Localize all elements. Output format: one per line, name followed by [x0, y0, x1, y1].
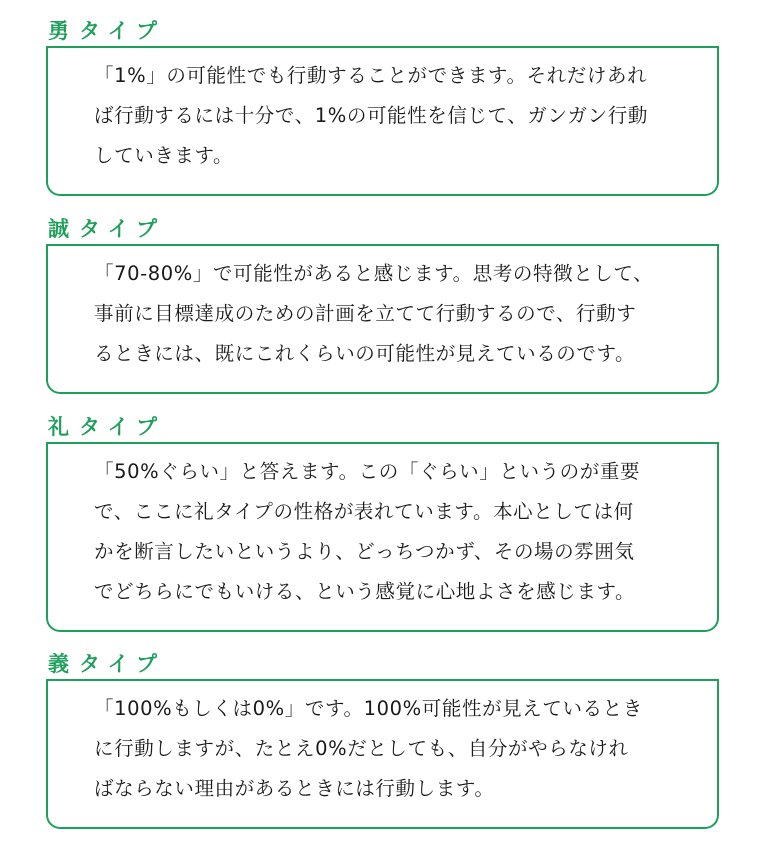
heading-type-label: タイプ	[79, 415, 165, 439]
body-line: ばならない理由があるときには行動します。	[94, 777, 495, 800]
section-body-box	[46, 681, 719, 829]
section-body-text	[94, 254, 687, 374]
body-line: るときには、既にこれくらいの可能性が見えているのです。	[94, 342, 636, 365]
heading-type-label: タイプ	[79, 217, 165, 241]
section-body-box	[46, 444, 719, 632]
section-makoto	[46, 212, 719, 394]
body-line: に行動しますが、たとえ0%だとしても、自分がやらなけれ	[94, 737, 629, 760]
section-heading	[46, 14, 719, 48]
body-line: で、ここに礼タイプの性格が表れています。本心としては何	[94, 500, 634, 523]
section-body-text	[94, 452, 687, 612]
section-heading	[46, 647, 719, 681]
body-line: 「50%ぐらい」と答えます。この「ぐらい」というのが重要	[94, 460, 641, 483]
heading-kanji: 義	[48, 652, 79, 676]
body-line: でどちらにでもいける、という感覚に心地よさを感じます。	[94, 580, 636, 603]
heading-kanji: 勇	[48, 19, 79, 43]
section-body-box	[46, 48, 719, 196]
section-rei	[46, 410, 719, 632]
body-line: していきます。	[94, 144, 234, 167]
section-heading	[46, 212, 719, 246]
body-line: かを断言したいというより、どっちつかず、その場の雰囲気	[94, 540, 635, 563]
section-body-text	[94, 689, 687, 809]
heading-kanji: 礼	[48, 415, 79, 439]
section-heading	[46, 410, 719, 444]
body-line: 「100%もしくは0%」です。100%可能性が見えているとき	[94, 697, 643, 720]
section-gi	[46, 647, 719, 829]
body-line: ば行動するには十分で、1%の可能性を信じて、ガンガン行動	[94, 104, 648, 127]
body-line: 「1%」の可能性でも行動することができます。それだけあれ	[94, 64, 648, 87]
heading-type-label: タイプ	[79, 19, 165, 43]
heading-type-label: タイプ	[79, 652, 165, 676]
body-line: 事前に目標達成のための計画を立てて行動するので、行動す	[94, 302, 637, 325]
heading-kanji: 誠	[48, 217, 79, 241]
section-body-text	[94, 56, 687, 176]
body-line: 「70-80%」で可能性があると感じます。思考の特徴として、	[94, 262, 654, 285]
section-body-box	[46, 246, 719, 394]
section-yuu	[46, 14, 719, 196]
